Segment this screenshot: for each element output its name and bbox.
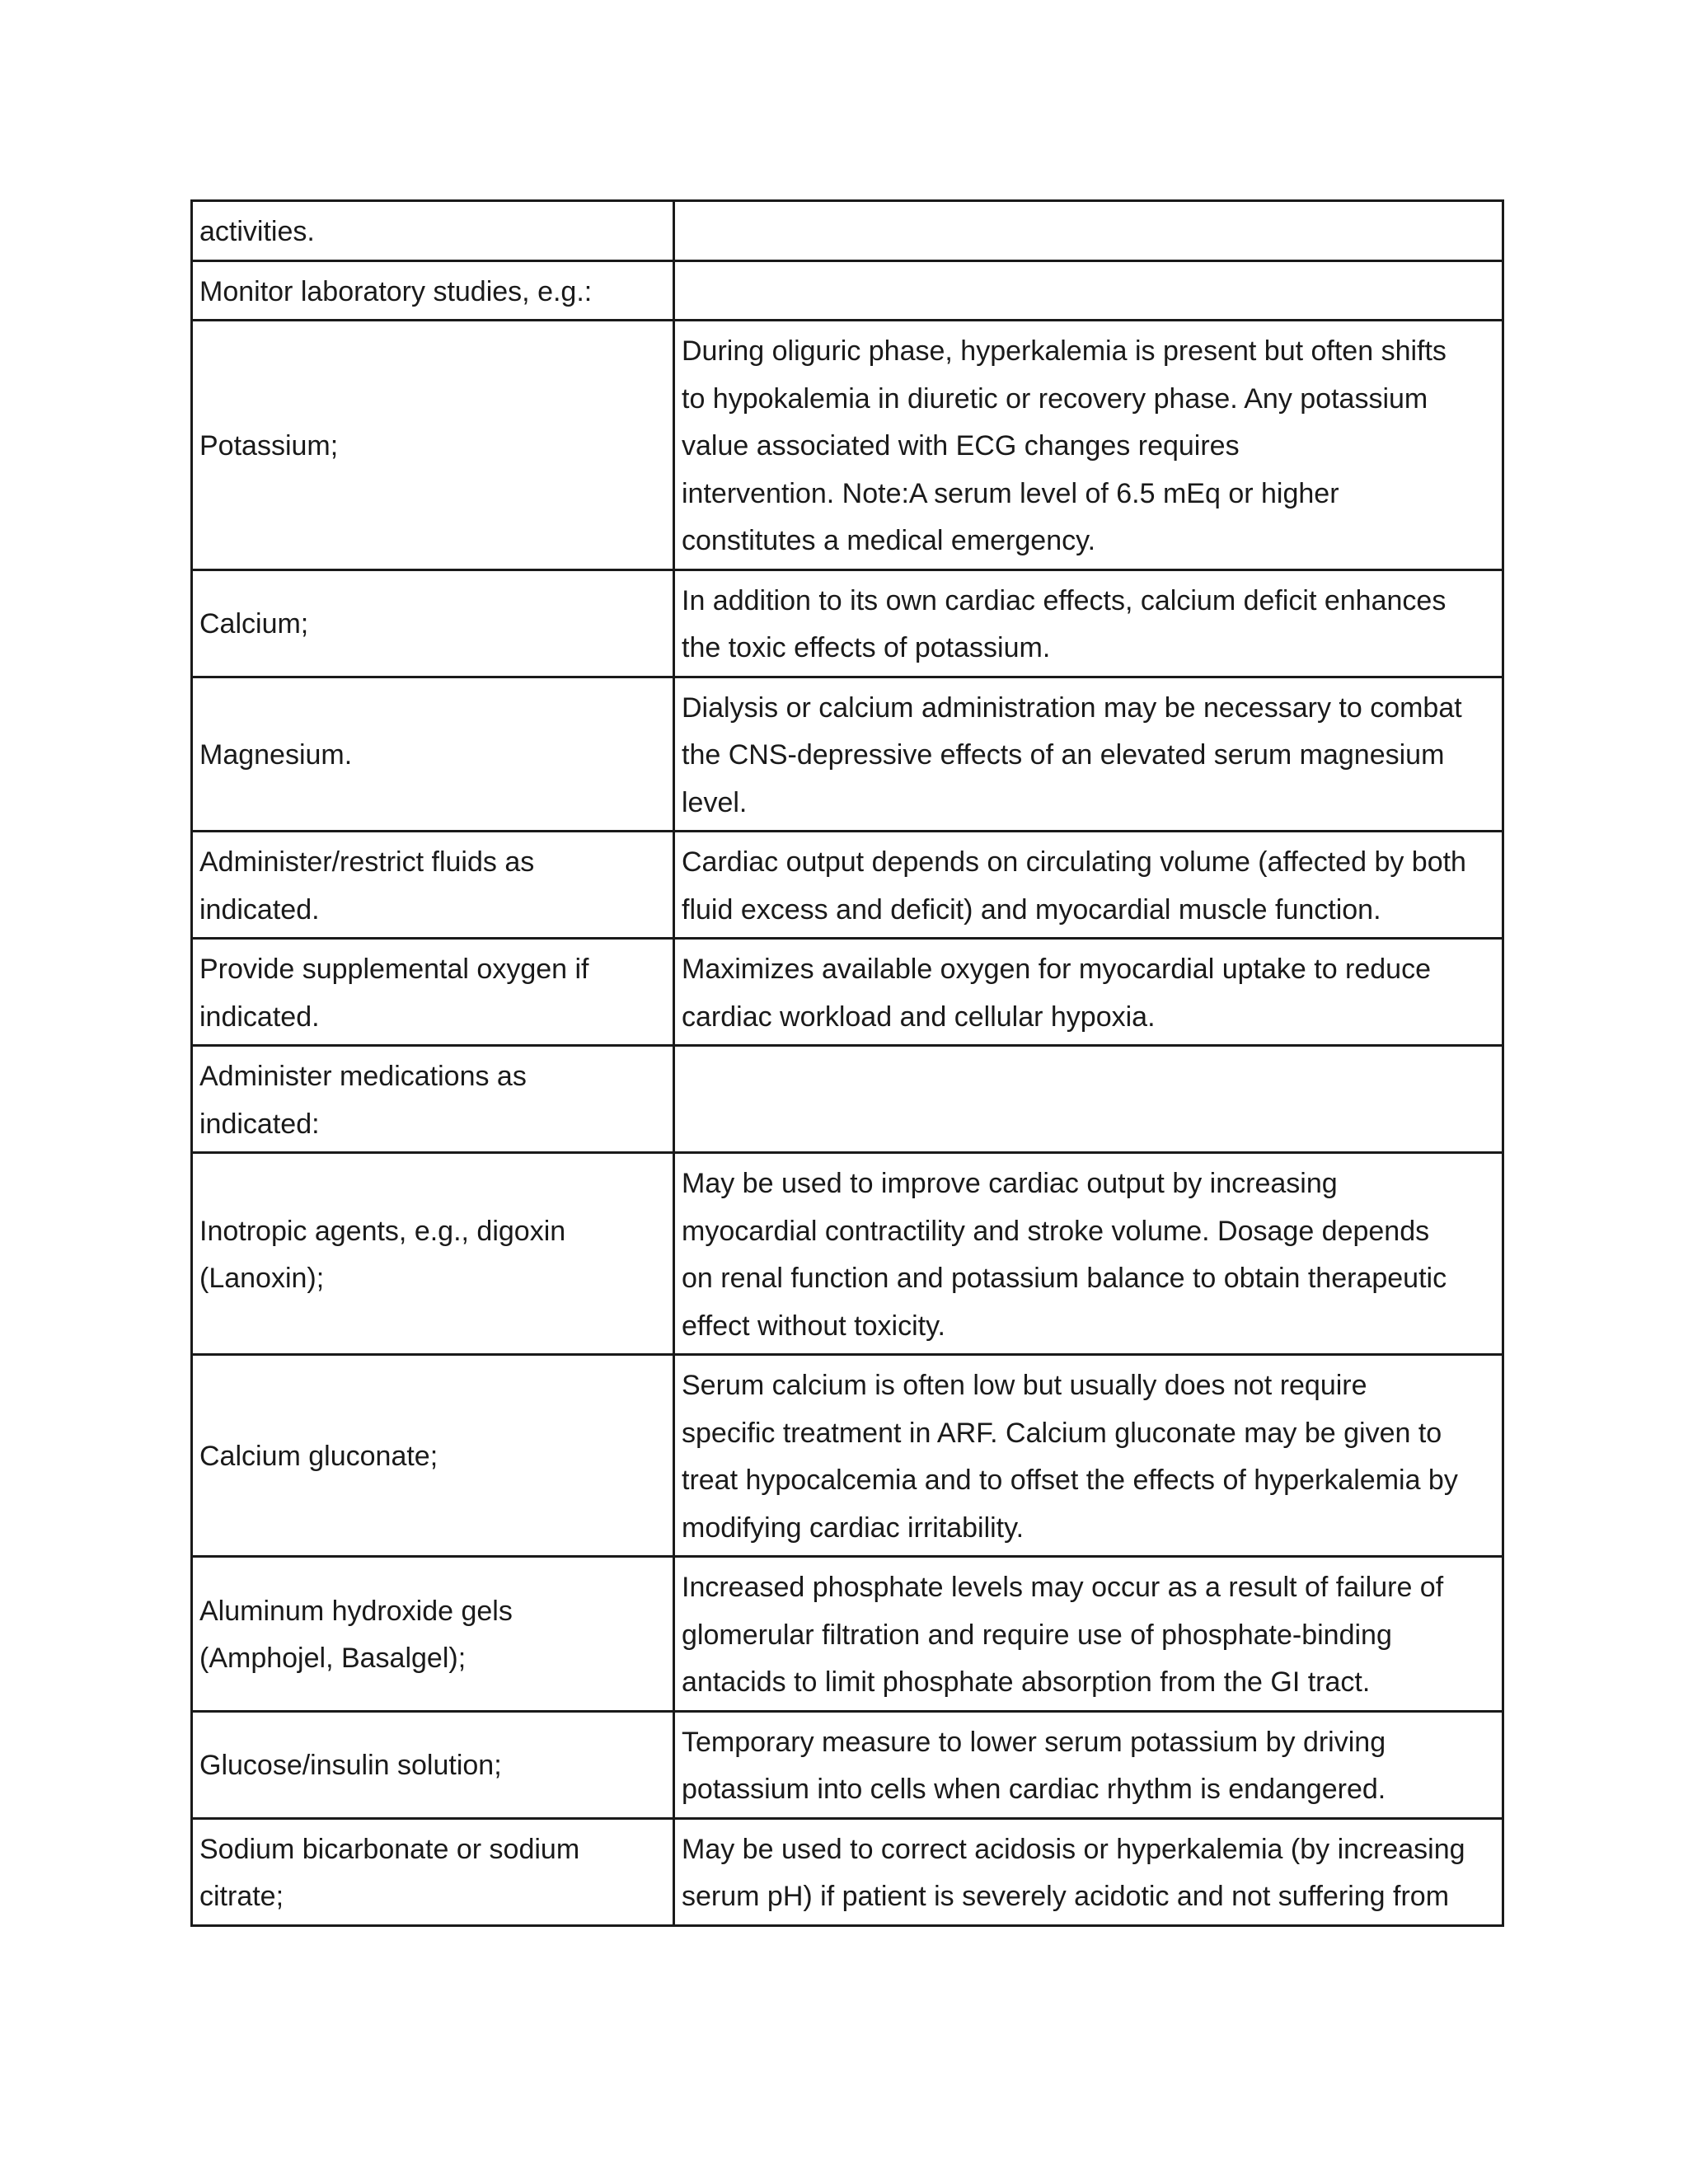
intervention-cell <box>192 939 674 1046</box>
intervention-cell <box>192 201 674 261</box>
intervention-text-line: indicated. <box>199 1001 320 1033</box>
intervention-cell <box>192 260 674 321</box>
intervention-text-line: Inotropic agents, e.g., digoxin <box>199 1215 566 1247</box>
intervention-text-line: Provide supplemental oxygen if <box>199 954 589 985</box>
rationale-text-line: potassium into cells when cardiac rhythm is endangered. <box>682 1774 1386 1805</box>
intervention-text-line: Calcium; <box>199 608 309 640</box>
intervention-cell <box>192 1557 674 1712</box>
rationale-text-line: constitutes a medical emergency. <box>682 525 1096 556</box>
intervention-text-line: Sodium bicarbonate or sodium <box>199 1833 580 1865</box>
intervention-cell <box>192 832 674 939</box>
intervention-text-line: (Amphojel, Basalgel); <box>199 1643 467 1675</box>
intervention-cell <box>192 1046 674 1153</box>
intervention-text-line: citrate; <box>199 1881 284 1912</box>
rationale-text-line: effect without toxicity. <box>682 1310 945 1342</box>
rationale-text-line: Increased phosphate levels may occur as a result of failure of <box>682 1572 1444 1603</box>
rationale-text-line: modifying cardiac irritability. <box>682 1511 1025 1544</box>
rationale-cell <box>674 260 1503 321</box>
rationale-cell <box>674 677 1503 832</box>
intervention-text-line: (Lanoxin); <box>199 1263 325 1294</box>
intervention-text-line: Administer/restrict fluids as <box>199 846 535 878</box>
intervention-cell <box>192 321 674 570</box>
care-plan-table-body <box>192 201 1503 1926</box>
intervention-cell <box>192 569 674 677</box>
intervention-text-line: Calcium gluconate; <box>199 1441 438 1473</box>
intervention-text-line: Monitor laboratory studies, e.g.: <box>199 275 593 307</box>
rationale-cell <box>674 939 1503 1046</box>
table-row <box>192 569 1503 677</box>
rationale-text-line: intervention. Note:A serum level of 6.5 mEq or higher <box>682 477 1339 509</box>
table-row <box>192 832 1503 939</box>
rationale-text-line: In addition to its own cardiac effects, calcium deficit enhances <box>682 584 1447 616</box>
rationale-text-line: Serum calcium is often low but usually does not require <box>682 1370 1367 1401</box>
rationale-text-line: the toxic effects of potassium. <box>682 632 1051 663</box>
table-row <box>192 939 1503 1046</box>
rationale-text-line: During oliguric phase, hyperkalemia is present but often shifts <box>682 335 1447 367</box>
intervention-text-line: activities. <box>199 216 315 247</box>
intervention-cell <box>192 1711 674 1818</box>
rationale-cell <box>674 321 1503 570</box>
table-row <box>192 201 1503 261</box>
table-row <box>192 260 1503 321</box>
rationale-text-line: level. <box>682 786 748 818</box>
rationale-text-line: Maximizes available oxygen for myocardial uptake to reduce <box>682 954 1432 985</box>
table-row <box>192 1046 1503 1153</box>
table-row <box>192 1557 1503 1712</box>
table-row <box>192 1153 1503 1355</box>
table-row <box>192 1818 1503 1925</box>
table-row <box>192 321 1503 570</box>
rationale-text-line: May be used to improve cardiac output by increasing <box>682 1168 1338 1199</box>
rationale-text-line: Cardiac output depends on circulating volume (affected by both <box>682 846 1466 878</box>
rationale-text-line: value associated with ECG changes requires <box>682 430 1240 462</box>
rationale-text-line: treat hypocalcemia and to offset the effects of hyperkalemia by <box>682 1465 1458 1496</box>
table-row <box>192 677 1503 832</box>
intervention-text-line: Administer medications as <box>199 1061 527 1092</box>
rationale-cell <box>674 832 1503 939</box>
rationale-text-line: fluid excess and deficit) and myocardial muscle function. <box>682 893 1381 926</box>
rationale-text-line: glomerular filtration and require use of phosphate-binding <box>682 1619 1392 1651</box>
rationale-cell <box>674 569 1503 677</box>
rationale-text-line: on renal function and potassium balance to obtain therapeutic <box>682 1263 1447 1294</box>
rationale-text-line: serum pH) if patient is severely acidotic and not suffering from <box>682 1881 1450 1912</box>
intervention-cell <box>192 1818 674 1925</box>
rationale-cell <box>674 1818 1503 1925</box>
rationale-text-line: the CNS-depressive effects of an elevated serum magnesium <box>682 739 1445 771</box>
care-plan-table <box>190 199 1504 1927</box>
rationale-text-line: May be used to correct acidosis or hyperkalemia (by increasing <box>682 1833 1465 1865</box>
table-row <box>192 1355 1503 1557</box>
rationale-text-line: to hypokalemia in diuretic or recovery phase. Any potassium <box>682 382 1428 415</box>
intervention-text-line: indicated. <box>199 893 320 926</box>
intervention-cell <box>192 677 674 832</box>
intervention-text-line: Magnesium. <box>199 739 353 771</box>
table-row <box>192 1711 1503 1818</box>
rationale-text-line: antacids to limit phosphate absorption from the GI tract. <box>682 1666 1371 1698</box>
intervention-text-line: Potassium; <box>199 430 339 462</box>
intervention-text-line: indicated: <box>199 1108 320 1140</box>
intervention-text-line: Aluminum hydroxide gels <box>199 1595 513 1627</box>
rationale-text-line: myocardial contractility and stroke volume. Dosage depends <box>682 1215 1430 1247</box>
rationale-cell <box>674 1153 1503 1355</box>
rationale-text-line: specific treatment in ARF. Calcium gluconate may be given to <box>682 1417 1442 1449</box>
rationale-text-line: Dialysis or calcium administration may be necessary to combat <box>682 691 1462 724</box>
rationale-text-line: cardiac workload and cellular hypoxia. <box>682 1001 1156 1033</box>
rationale-cell <box>674 1046 1503 1153</box>
rationale-cell <box>674 1355 1503 1557</box>
rationale-cell <box>674 1557 1503 1712</box>
rationale-text-line: Temporary measure to lower serum potassium by driving <box>682 1726 1386 1758</box>
intervention-text-line: Glucose/insulin solution; <box>199 1750 502 1782</box>
rationale-cell <box>674 201 1503 261</box>
rationale-cell <box>674 1711 1503 1818</box>
intervention-cell <box>192 1355 674 1557</box>
intervention-cell <box>192 1153 674 1355</box>
